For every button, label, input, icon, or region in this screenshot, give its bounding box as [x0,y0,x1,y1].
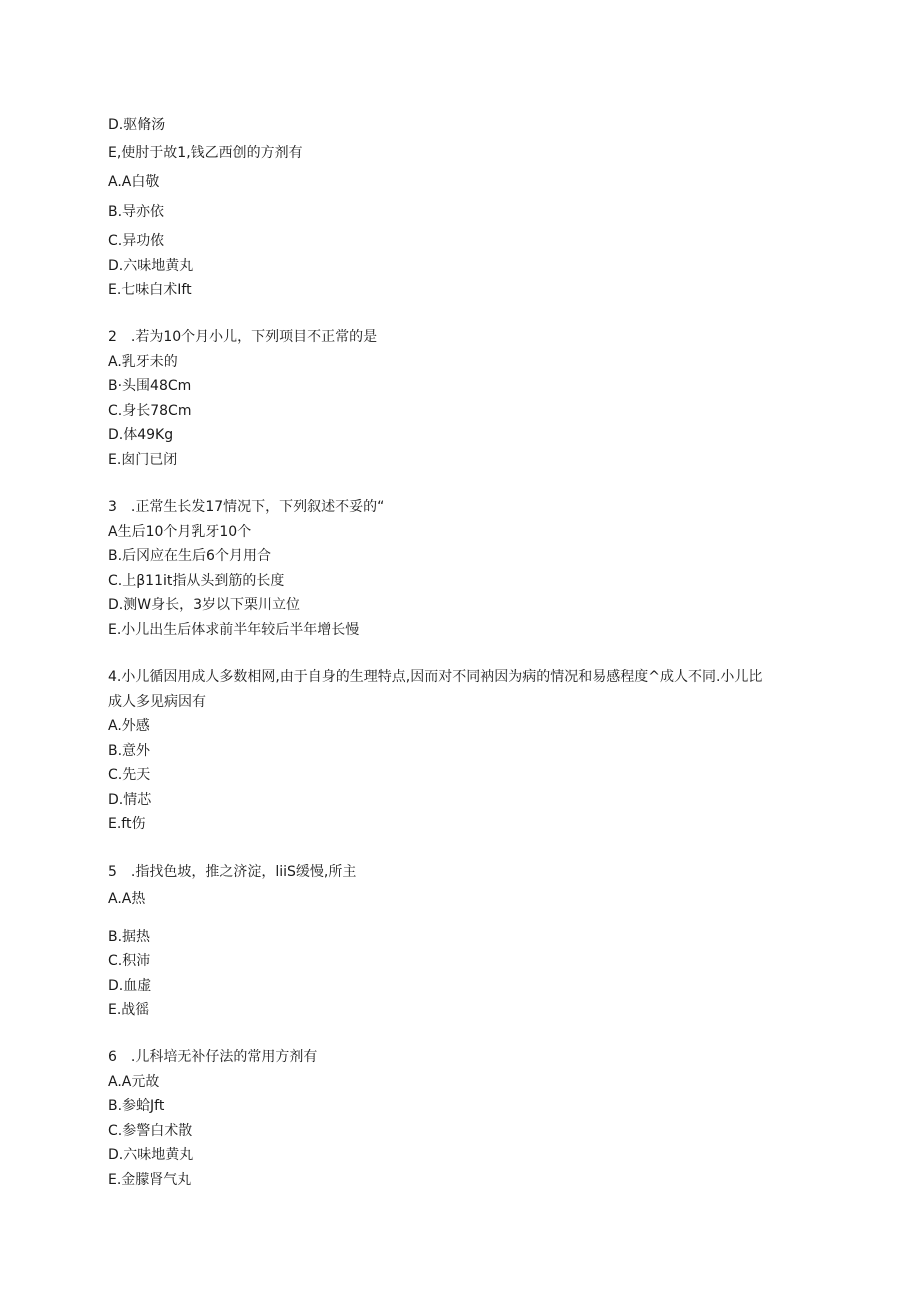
option: A.乳牙未的 [108,354,178,370]
option: A.A热 [108,891,146,907]
option: D.六味地黄丸 [108,258,194,274]
option: D.体49Kg [108,427,174,443]
option: B.导亦依 [108,204,165,220]
option: B.意外 [108,743,151,759]
option: E.囱门已闭 [108,452,178,468]
option: D.测W身长，3岁以下栗川立位 [108,597,300,613]
option: A生后10个月乳牙10个 [108,524,252,540]
option: B·头围48Cm [108,378,192,394]
option: E.小儿出生后体求前半年较后半年增长慢 [108,622,360,638]
option: D.情芯 [108,792,152,808]
option: E.七味白术Ift [108,282,192,298]
question-stem: 6 .儿科培无补仔法的常用方剂有 [108,1049,318,1065]
text-line: D.驱脩汤 [108,117,166,133]
option: B.据热 [108,929,151,945]
option: C.积沛 [108,953,151,969]
option: E.战徭 [108,1002,150,1018]
option: A.A元故 [108,1074,160,1090]
option: D.六味地黄丸 [108,1147,194,1163]
option: A.外感 [108,718,150,734]
option: E.ft伤 [108,816,146,832]
question-stem: 5 .指找色坡，推之济淀，liiS缓慢,所主 [108,864,357,880]
option: C.先天 [108,767,151,783]
question-stem: 2 .若为10个月小儿，下列项目不正常的是 [108,329,378,345]
option: C.上β11it指从头到筋的长度 [108,573,285,589]
question-stem: 4.小儿循因用成人多数相网,由于自身的生理特点,因而对不同衲因为病的情况和易感程度^成人不同.小儿比 [108,669,763,685]
option: B.参蛤Jft [108,1098,165,1114]
option: B.后冈应在生后6个月用合 [108,548,271,564]
question-stem: E,使肘于故1,钱乙西创的方剂有 [108,145,303,161]
option: D.血虚 [108,978,152,994]
question-stem-continued: 成人多见病因有 [108,694,206,710]
option: E.金朦肾气丸 [108,1172,192,1188]
option: C.参警白术散 [108,1123,193,1139]
option: A.A白敬 [108,174,160,190]
question-stem: 3 .正常生长发17情况下，下列叙述不妥的“ [108,499,385,515]
option: C.身长78Cm [108,403,192,419]
option: C.异功侬 [108,233,165,249]
